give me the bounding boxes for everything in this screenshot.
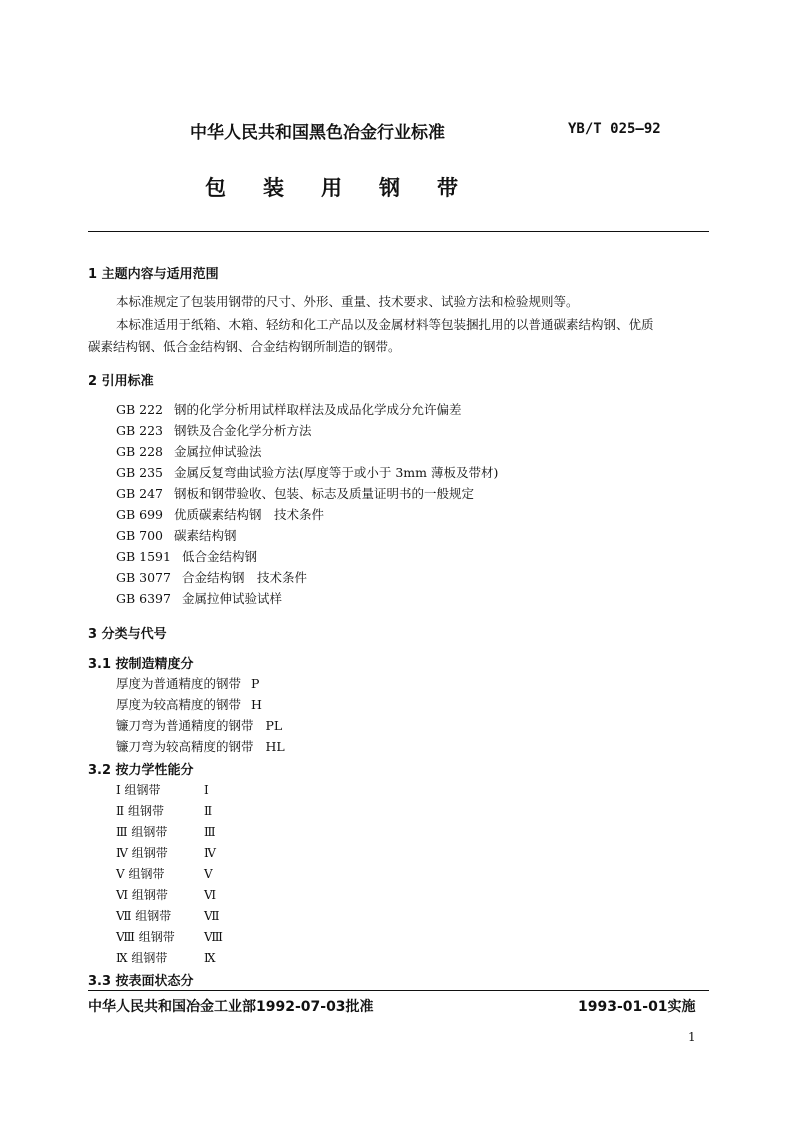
group-item: Ⅷ 组钢带 Ⅷ — [116, 930, 223, 944]
reference-item: GB 222 钢的化学分析用试样取样法及成品化学成分允许偏差 — [116, 402, 462, 417]
standard-code: YB/T 025—92 — [568, 121, 661, 137]
title-char: 钢 — [379, 176, 400, 200]
standard-header-title: 中华人民共和国黑色冶金行业标准 — [190, 123, 445, 143]
section-3-heading: 3 分类与代号 — [88, 627, 167, 642]
group-item: Ⅴ 组钢带 Ⅴ — [116, 867, 213, 881]
group-item: Ⅱ 组钢带 Ⅱ — [116, 804, 213, 818]
precision-item: 厚度为普通精度的钢带 P — [116, 676, 260, 691]
title-char: 装 — [263, 176, 284, 200]
footer-rule — [88, 990, 709, 991]
approval-text: 中华人民共和国冶金工业部1992-07-03批准 — [88, 999, 374, 1015]
reference-item: GB 223 钢铁及合金化学分析方法 — [116, 423, 312, 438]
precision-item: 厚度为较高精度的钢带 H — [116, 697, 262, 712]
reference-item: GB 3077 合金结构钢 技术条件 — [116, 570, 308, 585]
group-item: Ⅶ 组钢带 Ⅶ — [116, 909, 220, 923]
precision-item: 镰刀弯为普通精度的钢带 PL — [116, 718, 283, 733]
section-2-heading: 2 引用标准 — [88, 374, 154, 389]
section-1-heading: 1 主题内容与适用范围 — [88, 267, 219, 282]
reference-item: GB 1591 低合金结构钢 — [116, 549, 258, 564]
header-rule — [88, 231, 709, 232]
group-item: Ⅲ 组钢带 Ⅲ — [116, 825, 216, 839]
precision-item: 镰刀弯为较高精度的钢带 HL — [116, 739, 285, 754]
reference-item: GB 699 优质碳素结构钢 技术条件 — [116, 507, 325, 522]
reference-item: GB 6397 金属拉伸试验试样 — [116, 591, 283, 606]
reference-item: GB 700 碳素结构钢 — [116, 528, 237, 543]
group-item: Ⅵ 组钢带 Ⅵ — [116, 888, 217, 902]
page-number: 1 — [688, 1030, 696, 1044]
title-char: 包 — [205, 176, 226, 200]
section-1-paragraph-2-cont: 碳素结构钢、低合金结构钢、合金结构钢所制造的钢带。 — [88, 339, 401, 354]
section-1-paragraph-1: 本标准规定了包装用钢带的尺寸、外形、重量、技术要求、试验方法和检验规则等。 — [116, 294, 579, 309]
group-item: Ⅳ 组钢带 Ⅳ — [116, 846, 216, 860]
reference-item: GB 228 金属拉伸试验法 — [116, 444, 262, 459]
reference-item: GB 235 金属反复弯曲试验方法(厚度等于或小于 3mm 薄板及带材) — [116, 465, 499, 480]
title-char: 用 — [321, 176, 342, 200]
section-3-1-heading: 3.1 按制造精度分 — [88, 657, 194, 672]
document-title — [205, 172, 495, 202]
reference-item: GB 247 钢板和钢带验收、包装、标志及质量证明书的一般规定 — [116, 486, 475, 501]
section-1-paragraph-2: 本标准适用于纸箱、木箱、轻纺和化工产品以及金属材料等包装捆扎用的以普通碳素结构钢、优质 — [116, 317, 654, 332]
title-char: 带 — [437, 176, 458, 200]
effective-date: 1993-01-01实施 — [578, 999, 696, 1015]
section-3-2-heading: 3.2 按力学性能分 — [88, 763, 194, 778]
group-item: Ⅰ 组钢带 Ⅰ — [116, 783, 209, 797]
section-3-3-heading: 3.3 按表面状态分 — [88, 974, 194, 989]
group-item: Ⅸ 组钢带 Ⅸ — [116, 951, 216, 965]
